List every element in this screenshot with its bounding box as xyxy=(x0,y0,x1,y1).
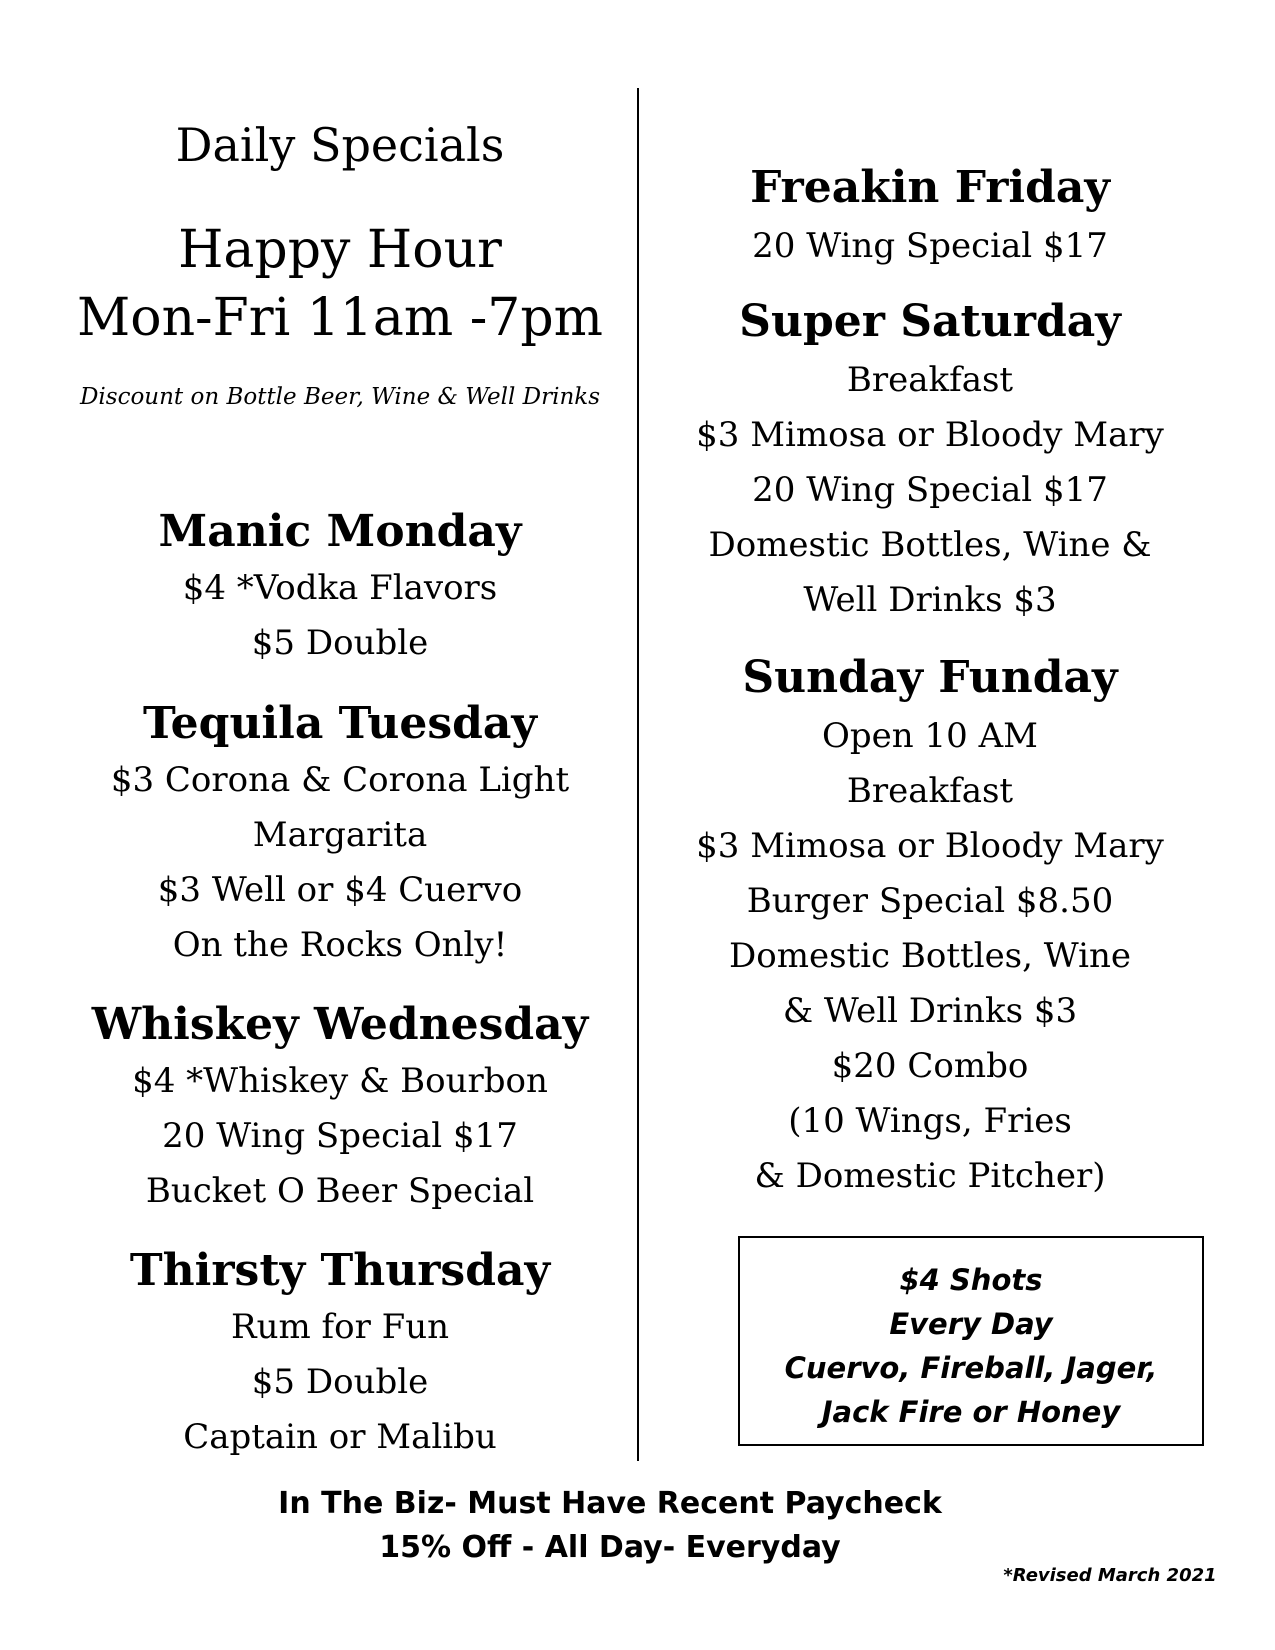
menu-item: Rum for Fun xyxy=(230,1307,450,1347)
menu-item: $3 Mimosa or Bloody Mary xyxy=(696,826,1164,866)
menu-item: Domestic Bottles, Wine & xyxy=(708,525,1152,565)
column-divider xyxy=(637,88,639,1461)
freakin-friday-heading: Freakin Friday xyxy=(750,162,1110,213)
menu-item: Margarita xyxy=(252,815,428,855)
menu-item: $5 Double xyxy=(251,1362,429,1402)
menu-item: (10 Wings, Fries xyxy=(788,1101,1072,1141)
menu-item: Domestic Bottles, Wine xyxy=(728,936,1131,976)
menu-item: $4 *Whiskey & Bourbon xyxy=(132,1061,548,1101)
industry-discount-detail: 15% Off - All Day- Everyday xyxy=(379,1530,841,1565)
menu-item: 20 Wing Special $17 xyxy=(752,470,1108,510)
thirsty-thursday-heading: Thirsty Thursday xyxy=(129,1245,551,1296)
shots-line: Jack Fire or Honey xyxy=(821,1395,1121,1429)
menu-item: $4 *Vodka Flavors xyxy=(182,568,498,608)
menu-item: $20 Combo xyxy=(831,1046,1029,1086)
menu-item: $3 Well or $4 Cuervo xyxy=(157,870,523,910)
happy-hour-time: Mon-Fri 11am -7pm xyxy=(77,288,603,348)
manic-monday-heading: Manic Monday xyxy=(158,506,522,557)
shots-line: Cuervo, Fireball, Jager, xyxy=(784,1351,1158,1385)
happy-hour-heading: Happy Hour xyxy=(178,220,502,280)
tequila-tuesday-heading: Tequila Tuesday xyxy=(142,698,537,749)
menu-item: & Domestic Pitcher) xyxy=(754,1156,1106,1196)
industry-discount-line: In The Biz- Must Have Recent Paycheck xyxy=(278,1486,942,1521)
menu-item: Open 10 AM xyxy=(822,716,1038,756)
menu-item: Breakfast xyxy=(846,771,1014,811)
menu-item: Breakfast xyxy=(846,360,1014,400)
menu-item: & Well Drinks $3 xyxy=(782,991,1078,1031)
menu-item: $3 Corona & Corona Light xyxy=(110,760,570,800)
whiskey-wednesday-heading: Whiskey Wednesday xyxy=(91,999,589,1050)
menu-item: $3 Mimosa or Bloody Mary xyxy=(696,415,1164,455)
sunday-funday-heading: Sunday Funday xyxy=(742,652,1118,703)
menu-item: Burger Special $8.50 xyxy=(746,881,1114,921)
menu-item: Bucket O Beer Special xyxy=(145,1171,535,1211)
menu-item: On the Rocks Only! xyxy=(172,925,508,965)
shots-special-box xyxy=(738,1236,1204,1446)
super-saturday-heading: Super Saturday xyxy=(739,296,1121,347)
menu-item: Well Drinks $3 xyxy=(803,580,1057,620)
shots-line: Every Day xyxy=(889,1307,1053,1341)
revised-date: *Revised March 2021 xyxy=(1003,1565,1217,1586)
menu-item: $5 Double xyxy=(251,623,429,663)
menu-item: Captain or Malibu xyxy=(183,1417,497,1457)
menu-item: 20 Wing Special $17 xyxy=(752,226,1108,266)
page-title: Daily Specials xyxy=(175,118,505,172)
happy-hour-note: Discount on Bottle Beer, Wine & Well Drinks xyxy=(79,384,601,410)
shots-line: $4 Shots xyxy=(899,1263,1043,1297)
menu-item: 20 Wing Special $17 xyxy=(162,1116,518,1156)
